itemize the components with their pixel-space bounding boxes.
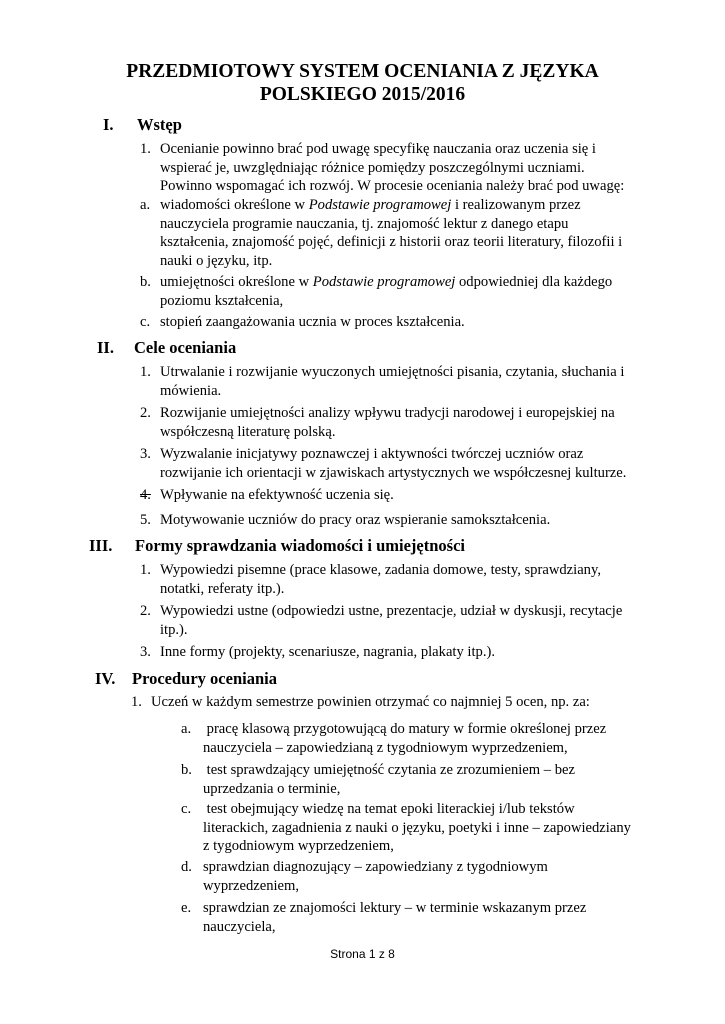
section-number: I. xyxy=(103,115,114,134)
item-number: 1. xyxy=(140,562,151,578)
item-letter: c. xyxy=(140,314,151,330)
item-line: nauczyciela – zapowiedzianą z tygodniowym wyprzedzeniem, xyxy=(203,739,568,756)
item-line: mówienia. xyxy=(160,382,222,399)
item-line: Utrwalanie i rozwijanie wyuczonych umiejętności pisania, czytania, słuchania i xyxy=(160,364,625,380)
item-letter: a. xyxy=(181,721,192,737)
list-item xyxy=(0,511,725,530)
list-item xyxy=(0,899,725,937)
item-line: uprzedzania o terminie, xyxy=(203,780,341,797)
list-item xyxy=(0,761,725,799)
section-title: Wstęp xyxy=(137,115,182,134)
item-line: stopień zaangażowania ucznia w proces kształcenia. xyxy=(160,314,465,330)
item-line: sprawdzian diagnozujący – zapowiedziany z tygodniowym xyxy=(203,859,548,875)
item-line: test sprawdzający umiejętność czytania ze zrozumieniem – bez xyxy=(203,762,575,778)
item-line: Wypowiedzi pisemne (prace klasowe, zadania domowe, testy, sprawdziany, xyxy=(160,562,601,578)
item-line: umiejętności określone w Podstawie programowej odpowiedniej dla każdego xyxy=(160,274,613,290)
list-item xyxy=(0,858,725,896)
item-line: poziomu kształcenia, xyxy=(160,292,284,309)
item-line: wiadomości określone w Podstawie programowej i realizowanym przez xyxy=(160,197,581,213)
title-line-2: POLSKIEGO 2015/2016 xyxy=(259,84,466,105)
item-letter: b. xyxy=(181,762,192,778)
item-letter: e. xyxy=(181,900,192,916)
item-letter: b. xyxy=(140,274,151,290)
item-line: kształcenia, znajomość pojęć, definicji z historii oraz teorii literatury, filozofii i xyxy=(160,234,623,251)
section-number: IV. xyxy=(95,669,116,688)
list-item xyxy=(0,273,725,311)
section-title: Cele oceniania xyxy=(134,338,237,357)
item-line: Rozwijanie umiejętności analizy wpływu tradycji narodowej i europejskiej na xyxy=(160,405,615,421)
item-number: 2. xyxy=(140,405,151,421)
list-item xyxy=(0,602,725,640)
item-line: sprawdzian ze znajomości lektury – w terminie wskazanym przez xyxy=(203,900,587,916)
section-number: II. xyxy=(97,338,114,357)
list-item xyxy=(0,643,725,662)
item-number: 1. xyxy=(140,141,151,157)
item-number: 1. xyxy=(131,694,142,710)
section-number: III. xyxy=(89,536,113,555)
list-item xyxy=(0,561,725,599)
section-title: Formy sprawdzania wiadomości i umiejętności xyxy=(135,536,465,555)
item-line: nauki o języku, itp. xyxy=(160,252,273,269)
item-line: test obejmujący wiedzę na temat epoki literackiej i/lub tekstów xyxy=(203,801,575,817)
list-item xyxy=(0,800,725,857)
item-number: 4. xyxy=(140,487,151,503)
item-line: itp.). xyxy=(160,621,188,638)
page-title xyxy=(0,60,725,106)
item-number: 2. xyxy=(140,603,151,619)
item-line: Inne formy (projekty, scenariusze, nagrania, plakaty itp.). xyxy=(160,644,495,660)
item-line: Uczeń w każdym semestrze powinien otrzymać co najmniej 5 ocen, np. za: xyxy=(151,694,590,710)
item-line: literackich, zagadnienia z nauki o języku, poetyki i inne – zapowiedziany xyxy=(203,819,631,836)
section-title: Procedury oceniania xyxy=(132,669,277,688)
item-number: 3. xyxy=(140,446,151,462)
item-line: współczesną literaturę polską. xyxy=(160,423,336,440)
item-line: Wyzwalanie inicjatywy poznawczej i aktywności twórczej uczniów oraz xyxy=(160,446,584,462)
item-letter: d. xyxy=(181,859,192,875)
item-letter: a. xyxy=(140,197,151,213)
list-item xyxy=(0,445,725,483)
item-number: 3. xyxy=(140,644,151,660)
item-line: Powinno wspomagać ich rozwój. W procesie oceniania należy brać pod uwagę: xyxy=(160,178,625,195)
title-line-1: PRZEDMIOTOWY SYSTEM OCENIANIA Z JĘZYKA xyxy=(126,61,599,82)
item-number: 1. xyxy=(140,364,151,380)
list-item xyxy=(0,693,725,712)
item-line: Motywowanie uczniów do pracy oraz wspieranie samokształcenia. xyxy=(160,512,551,528)
item-line: Wpływanie na efektywność uczenia się. xyxy=(160,487,394,503)
list-item xyxy=(0,196,725,271)
list-item xyxy=(0,404,725,442)
item-line: rozwijanie ich orientacji w zjawiskach artystycznych we współczesnej kulturze. xyxy=(160,464,627,481)
item-line: z tygodniowym wyprzedzeniem, xyxy=(203,838,394,855)
page-number: Strona 1 z 8 xyxy=(330,947,395,961)
list-item xyxy=(0,140,725,196)
item-line: Ocenianie powinno brać pod uwagę specyfikę nauczania oraz uczenia się i xyxy=(160,141,596,157)
item-line: pracę klasową przygotowującą do matury w formie określonej przez xyxy=(203,721,607,737)
item-line: nauczyciela, xyxy=(203,918,276,935)
item-line: Wypowiedzi ustne (odpowiedzi ustne, prezentacje, udział w dyskusji, recytacje xyxy=(160,603,623,619)
list-item xyxy=(0,313,725,332)
item-letter: c. xyxy=(181,801,192,817)
item-number: 5. xyxy=(140,512,151,528)
list-item xyxy=(0,486,725,505)
item-line: nauczyciela programie nauczania, tj. znajomość lektur z danego etapu xyxy=(160,215,569,232)
item-line: notatki, referaty itp.). xyxy=(160,580,285,597)
list-item xyxy=(0,720,725,758)
list-item xyxy=(0,363,725,401)
item-line: wspierać je, uwzględniając różnice pomiędzy poszczególnymi uczniami. xyxy=(160,159,585,176)
item-line: wyprzedzeniem, xyxy=(203,877,300,894)
